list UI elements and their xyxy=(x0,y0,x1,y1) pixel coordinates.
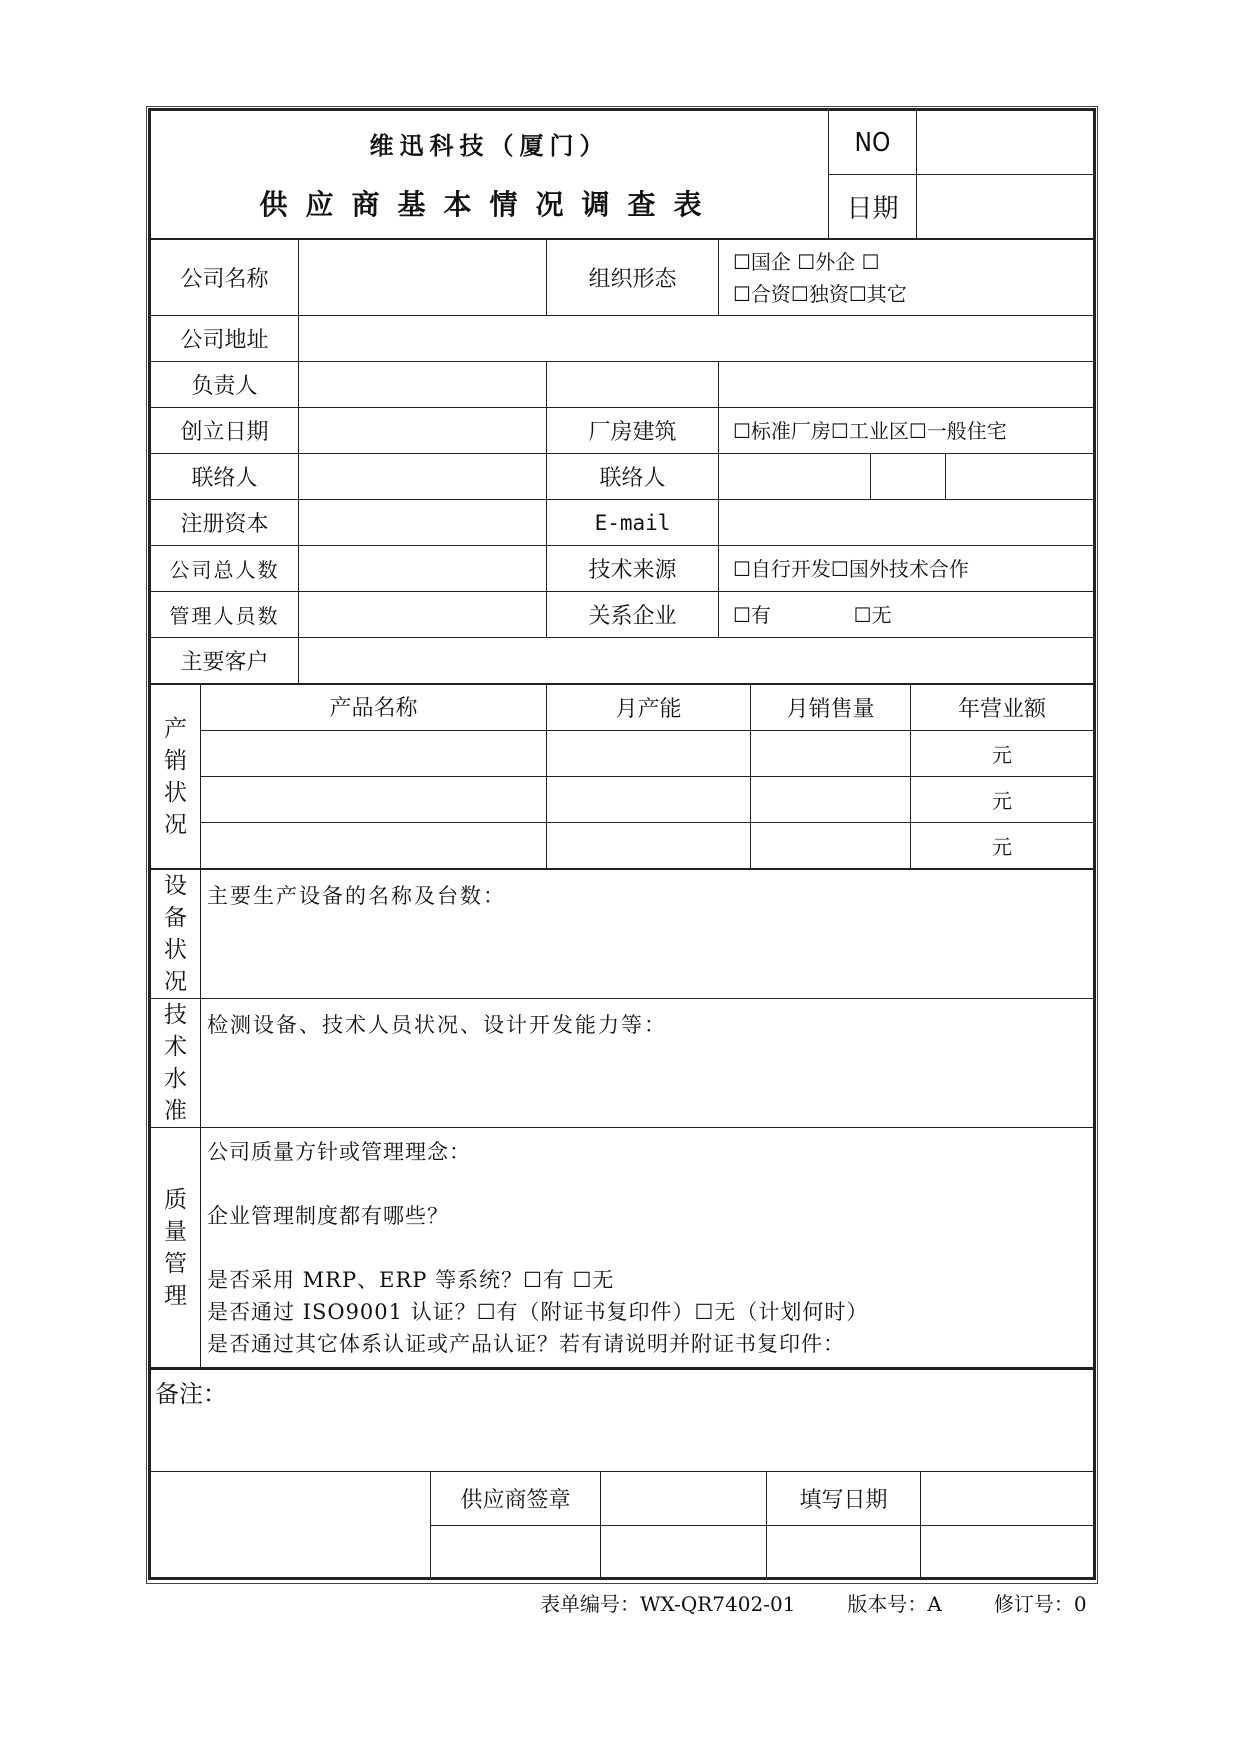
form-footer xyxy=(540,1588,1087,1617)
signoff-cell[interactable] xyxy=(767,1525,921,1577)
signoff-blank xyxy=(151,1471,431,1577)
person-in-charge-field[interactable] xyxy=(299,362,547,408)
contact-field-2a[interactable] xyxy=(719,454,871,500)
version-number: 版本号：A xyxy=(847,1592,942,1616)
table-row xyxy=(151,777,1094,823)
org-form-options[interactable] xyxy=(719,240,1094,316)
equipment-label-char: 状 xyxy=(164,937,187,963)
tech-level-prompt: 检测设备、技术人员状况、设计开发能力等： xyxy=(207,1013,667,1037)
col-monthly-capacity: 月产能 xyxy=(547,685,751,731)
founding-date-field[interactable] xyxy=(299,408,547,454)
annual-revenue-cell[interactable]: 元 xyxy=(911,731,1094,777)
no-label: NO xyxy=(829,111,917,175)
quality-section-label xyxy=(151,1128,201,1368)
equipment-field[interactable] xyxy=(201,870,1094,999)
equipment-label-char: 况 xyxy=(164,969,187,995)
form-number: 表单编号：WX-QR7402-01 xyxy=(540,1592,796,1616)
factory-building-label: 厂房建筑 xyxy=(547,408,719,454)
equipment-section-label xyxy=(151,870,201,999)
tech-source-label: 技术来源 xyxy=(547,546,719,592)
equipment-label-char: 备 xyxy=(164,905,187,931)
management-system-question: 企业管理制度都有哪些？ xyxy=(207,1204,449,1228)
quality-policy-question: 公司质量方针或管理理念： xyxy=(207,1140,471,1164)
signoff-cell[interactable] xyxy=(431,1525,601,1577)
production-label-char: 销 xyxy=(164,747,187,774)
factory-building-options[interactable]: ☐标准厂房☐工业区☐一般住宅 xyxy=(719,408,1094,454)
tech-label-char: 术 xyxy=(164,1034,187,1060)
product-name-cell[interactable] xyxy=(201,823,547,869)
related-yes-checkbox[interactable]: ☐有 xyxy=(733,602,771,627)
registered-capital-field[interactable] xyxy=(299,500,547,546)
contact-field-2c[interactable] xyxy=(946,454,1094,500)
tech-source-options[interactable]: ☐自行开发☐国外技术合作 xyxy=(719,546,1094,592)
product-name-cell[interactable] xyxy=(201,731,547,777)
company-name-field[interactable] xyxy=(299,240,547,316)
no-field[interactable] xyxy=(917,111,1094,175)
header-table xyxy=(150,110,1094,239)
supplier-seal-label: 供应商签章 xyxy=(431,1471,601,1525)
quality-label-char: 管 xyxy=(164,1250,187,1277)
table-row xyxy=(151,823,1094,869)
date-field[interactable] xyxy=(917,175,1094,239)
monthly-sales-cell[interactable] xyxy=(751,777,911,823)
annual-revenue-cell[interactable]: 元 xyxy=(911,823,1094,869)
person-in-charge-label: 负责人 xyxy=(151,362,299,408)
iso9001-question[interactable]: 是否通过 ISO9001 认证？☐有（附证书复印件）☐无（计划何时） xyxy=(207,1300,869,1324)
company-title: 维迅科技（厦门） xyxy=(369,131,610,160)
production-label-char: 况 xyxy=(164,811,187,838)
founding-date-label: 创立日期 xyxy=(151,408,299,454)
quality-label-char: 理 xyxy=(164,1282,187,1309)
production-label-char: 状 xyxy=(164,779,187,806)
tech-level-field[interactable] xyxy=(201,999,1094,1128)
main-customers-label: 主要客户 xyxy=(151,638,299,684)
supplier-survey-form xyxy=(148,108,1096,1580)
person-in-charge-extra-1[interactable] xyxy=(547,362,719,408)
monthly-sales-cell[interactable] xyxy=(751,823,911,869)
tech-label-char: 准 xyxy=(164,1098,187,1124)
other-certification-question: 是否通过其它体系认证或产品认证？若有请说明并附证书复印件： xyxy=(207,1332,845,1356)
tech-label-char: 水 xyxy=(164,1066,187,1092)
revision-number: 修订号：0 xyxy=(993,1592,1087,1616)
quality-label-char: 量 xyxy=(164,1218,187,1245)
title-block xyxy=(151,111,829,239)
related-company-options[interactable] xyxy=(719,592,1094,638)
supplier-seal-field[interactable] xyxy=(601,1471,767,1525)
related-company-label: 关系企业 xyxy=(547,592,719,638)
email-label: E-mail xyxy=(547,500,719,546)
contact-label-2: 联络人 xyxy=(547,454,719,500)
quality-field[interactable] xyxy=(201,1128,1094,1368)
main-customers-field[interactable] xyxy=(299,638,1094,684)
form-title: 供应商基本情况调查表 xyxy=(259,188,720,221)
registered-capital-label: 注册资本 xyxy=(151,500,299,546)
equipment-label-char: 设 xyxy=(164,873,187,899)
monthly-capacity-cell[interactable] xyxy=(547,777,751,823)
total-staff-label: 公司总人数 xyxy=(151,546,299,592)
tech-label-char: 技 xyxy=(164,1002,187,1028)
mgmt-staff-label: 管理人员数 xyxy=(151,592,299,638)
date-label: 日期 xyxy=(829,175,917,239)
col-product-name: 产品名称 xyxy=(201,685,547,731)
remarks-field[interactable] xyxy=(151,1369,1094,1471)
equipment-prompt: 主要生产设备的名称及台数： xyxy=(207,884,506,908)
company-name-label: 公司名称 xyxy=(151,240,299,316)
remarks-label: 备注： xyxy=(155,1380,227,1408)
signoff-table xyxy=(150,1368,1094,1578)
person-in-charge-extra-2[interactable] xyxy=(719,362,1094,408)
org-options-line-1[interactable]: ☐国企 ☐外企 ☐ xyxy=(733,249,880,274)
production-table xyxy=(150,684,1094,869)
org-options-line-2[interactable]: ☐合资☐独资☐其它 xyxy=(733,281,907,306)
monthly-capacity-cell[interactable] xyxy=(547,823,751,869)
email-field[interactable] xyxy=(719,500,1094,546)
related-no-checkbox[interactable]: ☐无 xyxy=(853,602,892,627)
quality-label-char: 质 xyxy=(164,1186,187,1213)
company-address-label: 公司地址 xyxy=(151,316,299,362)
contact-field-1[interactable] xyxy=(299,454,547,500)
fill-date-field[interactable] xyxy=(921,1471,1094,1525)
mgmt-staff-field[interactable] xyxy=(299,592,547,638)
company-address-field[interactable] xyxy=(299,316,1094,362)
contact-label-1: 联络人 xyxy=(151,454,299,500)
fill-date-label: 填写日期 xyxy=(767,1471,921,1525)
production-section-label xyxy=(151,685,201,869)
production-label-char: 产 xyxy=(164,715,187,742)
signoff-cell[interactable] xyxy=(921,1525,1094,1577)
col-annual-revenue: 年营业额 xyxy=(911,685,1094,731)
total-staff-field[interactable] xyxy=(299,546,547,592)
product-name-cell[interactable] xyxy=(201,777,547,823)
monthly-capacity-cell[interactable] xyxy=(547,731,751,777)
org-form-label: 组织形态 xyxy=(547,240,719,316)
annual-revenue-cell[interactable]: 元 xyxy=(911,777,1094,823)
basic-info-table xyxy=(150,239,1094,684)
narrative-table xyxy=(150,869,1094,1368)
table-row xyxy=(151,731,1094,777)
col-monthly-sales: 月销售量 xyxy=(751,685,911,731)
signoff-cell[interactable] xyxy=(601,1525,767,1577)
tech-level-section-label xyxy=(151,999,201,1128)
mrp-erp-question[interactable]: 是否采用 MRP、ERP 等系统？☐有 ☐无 xyxy=(207,1268,615,1292)
monthly-sales-cell[interactable] xyxy=(751,731,911,777)
contact-field-2b[interactable] xyxy=(871,454,946,500)
